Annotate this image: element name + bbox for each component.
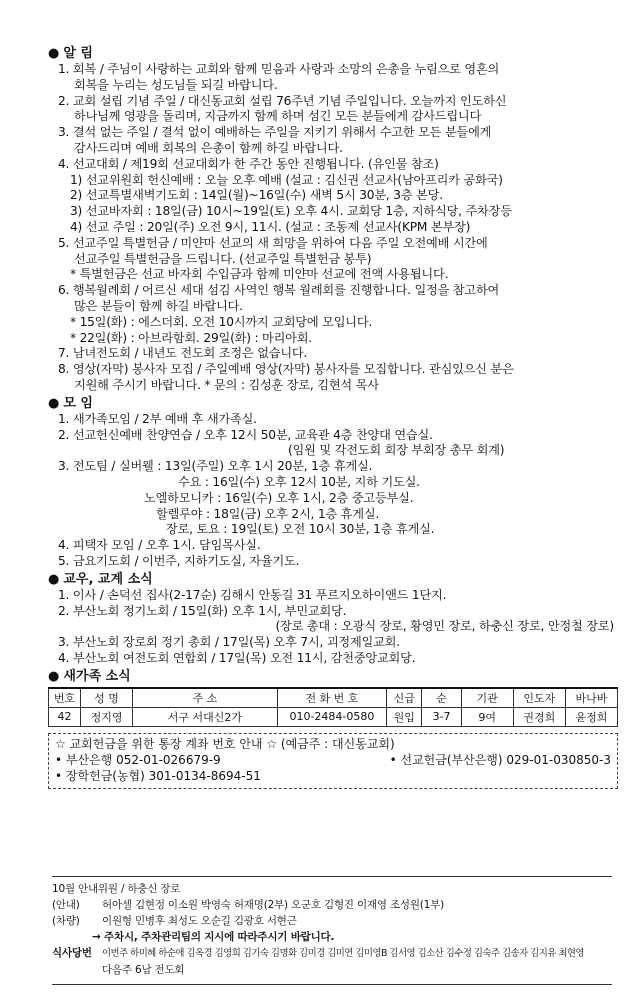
account-mission: • 선교헌금(부산은행) 029-01-030850-3 [389,752,611,767]
meeting-line: 2. 선교헌신예배 찬양연습 / 오후 12시 50분, 교육관 4층 찬양대 연습실. [58,427,433,442]
meeting-line: 5. 금요기도회 / 이번주, 지하기도실, 자율기도. [58,553,300,568]
notice-line: 3) 선교바자회 : 18일(금) 10시~19일(토) 오후 4시. 교회당 1층, 지하식당, 주차장등 [70,204,512,219]
table-header-row [49,688,618,708]
notice-line: * 15일(화) : 에스더회. 오전 10시까지 교회당에 모입니다. [70,314,373,329]
table-row [49,707,618,726]
bullet-icon: ● [48,571,60,587]
notice-line: 하나님께 영광을 돌리며, 지금까지 함께 하며 섬긴 모든 분들에게 감사드립니다 [74,109,482,124]
news-line: 1. 이사 / 손덕선 집사(2-17순) 김해시 안동길 31 푸르지오하이앤드 1단지. [58,587,447,602]
notice-line: 8. 영상(자막) 봉사자 모집 / 주일예배 영상(자막) 봉사자를 모집합니다. 관심있으신 분은 [58,362,514,377]
parking-names: 이원형 민병후 최성도 오순길 김광호 서현근 [102,915,297,927]
notice-line: * 특별헌금은 선교 바자회 수입금과 함께 미얀마 선교에 전액 사용됩니다. [70,267,449,282]
col-header: 바나바 [565,688,617,708]
notice-line: 7. 남녀전도회 / 내년도 전도회 조정은 없습니다. [58,346,308,361]
meal-line [52,945,612,962]
meeting-line: 1. 새가족모임 / 2부 예배 후 새가족실. [58,411,257,426]
parking-label: (차량) [52,915,80,927]
parking-notice: → 주차시, 주차관리팀의 지시에 따라주시기 바랍니다. [92,931,335,943]
meal-label: 식사당번 [52,947,92,959]
meeting-line: 장로, 토요 : 19일(토) 오전 10시 30분, 1층 휴게실. [166,522,435,537]
col-header: 기관 [461,688,513,708]
bullet-icon: ● [48,46,60,61]
notices-heading: ● 알 림 [48,46,93,61]
account-row [55,752,611,768]
col-header: 번호 [49,688,81,708]
col-header: 신급 [387,688,422,708]
table-cell: 서구 서대신2가 [133,707,278,726]
notice-line: 많은 분들이 함께 하길 바랍니다. [74,298,243,313]
news-line: 3. 부산노회 장로회 정기 총회 / 17일(목) 오후 7시, 괴정제일교회. [58,635,400,650]
bullet-icon: ● [48,668,60,684]
account-main: • 부산은행 052-01-026679-9 [55,752,221,767]
notice-line: 지원해 주시기 바랍니다. * 문의 : 김성훈 장로, 김현석 목사 [74,377,379,392]
guide-line [52,897,612,913]
divider [52,876,612,877]
newcomers-table [48,687,618,727]
notice-line: 6. 행복월례회 / 어르신 세대 섬김 사역인 행복 월례회를 진행합니다. 일정을 참고하여 [58,283,500,298]
meeting-line: 3. 전도팀 / 실버웰 : 13일(주일) 오후 1시 20분, 1층 휴게실. [58,459,373,474]
meeting-line: 노엘하모니카 : 16일(수) 오후 1시, 2층 중고등부실. [144,490,414,505]
notice-line: 회복을 누리는 성도님들 되길 바랍니다. [74,77,278,92]
meal-names: 이번주 하미혜 하순애 김옥경 김영희 김기숙 김명화 김미경 김미연 김미영B 김서영 김소산 김수정 김숙주 김송자 김지유 최현영 [102,948,584,959]
divider [52,984,612,985]
meeting-line: 수요 : 16일(수) 오후 12시 10분, 지하 기도실. [178,474,420,489]
table-cell: 42 [49,707,81,726]
col-header: 성 명 [80,688,132,708]
table-cell: 원입 [387,707,422,726]
table-cell: 정지영 [80,707,132,726]
notice-line: 1) 선교위원회 헌신예배 : 오늘 오후 예배 (설교 : 김신권 선교사(남아프리카 공화국) [70,172,503,187]
table-cell: 권경희 [513,707,565,726]
interchurch-heading: ● 교우, 교계 소식 [48,571,153,587]
col-header: 순 [422,688,461,708]
meeting-line: (임원 및 각전도회 회장 부회장 총무 회계) [288,443,505,458]
guide-label: (안내) [52,899,80,911]
parking-line [52,913,612,929]
bulletin-page [48,44,618,789]
table-cell: 3-7 [422,707,461,726]
notice-line: 2) 선교특별새벽기도회 : 14일(월)~16일(수) 새벽 5시 30분, 3층 본당. [70,188,443,203]
guide-names: 허아셀 김현정 이소원 박영숙 허재명(2부) 오군호 김형진 이재영 조성원(1부) [102,899,444,911]
bullet-icon: ● [48,395,60,411]
meal-next: 다음주 6남 전도회 [102,964,185,976]
col-header: 인도자 [513,688,565,708]
table-cell: 윤정희 [565,707,617,726]
service-footer [52,876,612,985]
col-header: 전 화 번 호 [277,688,386,708]
notice-line: 3. 결석 없는 주일 / 결석 없이 예배하는 주일을 지키기 위해서 수고한 모든 분들에게 [58,125,492,140]
notice-line: 1. 회복 / 주님이 사랑하는 교회와 함께 믿음과 사랑과 소망의 은총을 누림으로 영혼의 [58,62,500,76]
notice-line: 5. 선교주일 특별헌금 / 미얀마 선교의 새 희망을 위하여 다음 주일 오전예배 시간에 [58,235,488,250]
account-scholarship: • 장학헌금(농협) 301-0134-8694-51 [55,768,261,783]
table-cell: 010-2484-0580 [277,707,386,726]
col-header: 주 소 [133,688,278,708]
notice-line: 4. 선교대회 / 제19회 선교대회가 한 주간 동안 진행됩니다. (유인물 참조) [58,156,439,171]
meetings-heading: ● 모 임 [48,395,93,411]
bank-account-box [48,733,618,789]
notice-line: 감사드리며 예배 회복의 은총이 함께 하길 바랍니다. [74,140,343,155]
meeting-line: 할렐루야 : 18일(금) 오후 2시, 1층 휴게실. [156,506,380,521]
notice-line: 선교주일 특별헌금을 드립니다. (선교주일 특별헌금 봉투) [74,251,372,266]
news-line: (장로 총대 : 오광식 장로, 황영민 장로, 하충신 장로, 안정철 장로) [275,619,614,634]
notice-line: 2. 교회 설립 기념 주일 / 대신동교회 설립 76주년 기념 주일입니다. 오늘까지 인도하신 [58,93,507,108]
committee-line: 10월 안내위원 / 하충신 장로 [52,883,181,895]
meeting-line: 4. 피택자 모임 / 오후 1시. 담임목사실. [58,538,261,553]
account-title: ☆ 교회헌금을 위한 통장 계좌 번호 안내 ☆ (예금주 : 대신동교회) [55,736,395,751]
news-line: 2. 부산노회 정기노회 / 15일(화) 오후 1시, 부민교회당. [58,603,347,618]
newcomers-heading: ● 새가족 소식 [48,668,131,684]
notice-line: * 22일(화) : 아브라함회. 29일(화) : 마리아회. [70,330,312,345]
table-cell: 9여 [461,707,513,726]
news-line: 4. 부산노회 여전도회 연합회 / 17일(목) 오전 11시, 감천중앙교회당. [58,650,416,665]
notice-line: 4) 선교 주일 : 20일(주) 오전 9시, 11시. (설교 : 조동제 선교사(KPM 본부장) [70,219,471,234]
